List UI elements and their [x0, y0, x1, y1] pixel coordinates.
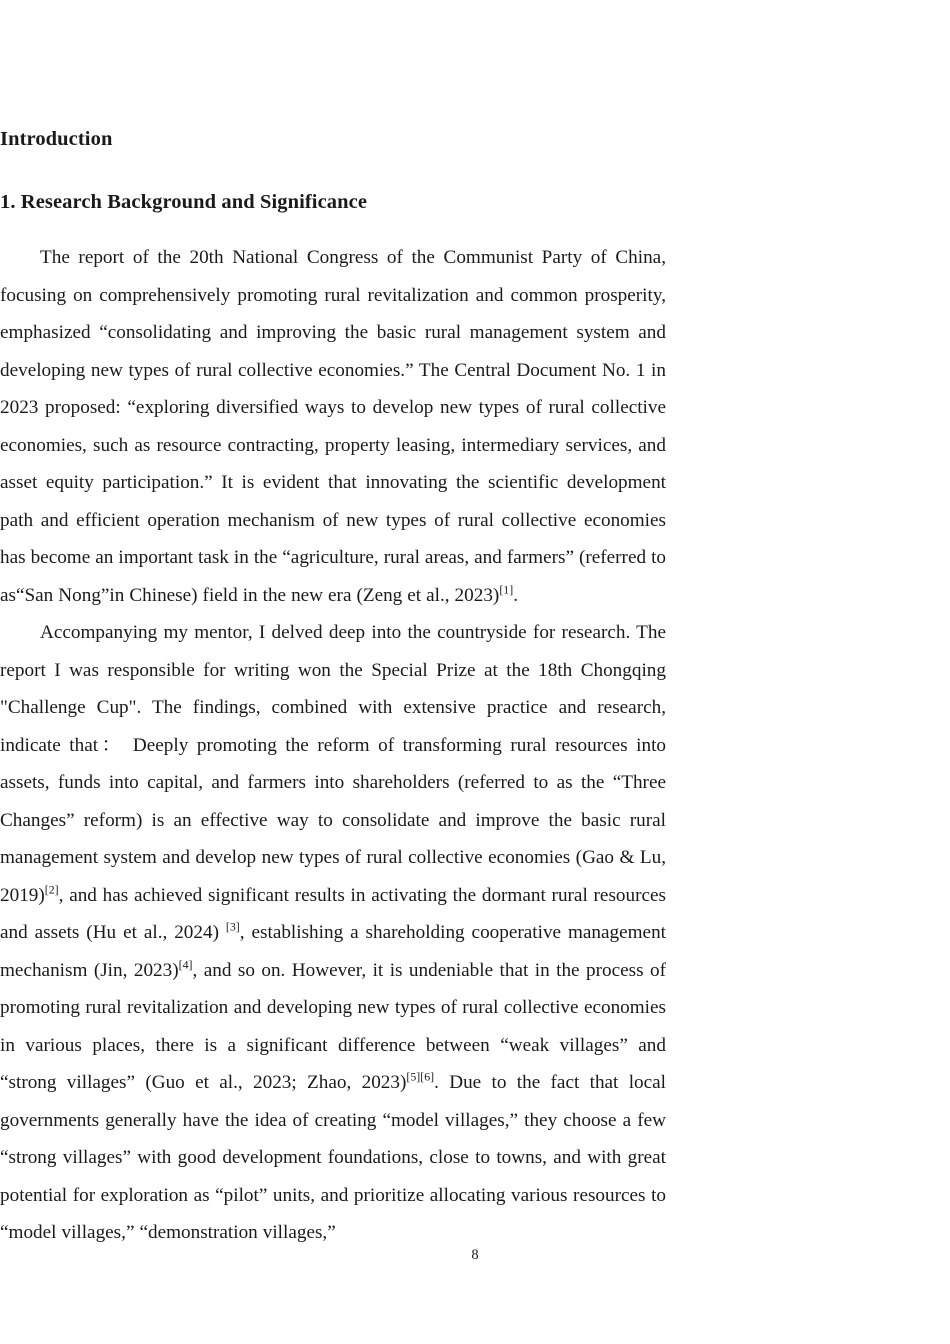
paragraph-1-text: The report of the 20th National Congress of the Communist Party of China, focusing on comprehensively promoting rural revitalization and common prosperity, emphasized “consolidating and improving the basic rural management system and developing new types of rural collective economies.” The Central Document No. 1 in 2023 proposed: “exploring diversified ways to develop new types of rural collective economies, such as resource contracting, property leasing, intermediary services, and asset equity participation.” It is evident that innovating the scientific development path and efficient operation mechanism of new types of rural collective economies has become an important task in the “agriculture, rural areas, and farmers” (referred to as“San Nong”in Chinese) field in the new era (Zeng et al., 2023): [0, 247, 666, 606]
paragraph-2-segment-4: , and so on. However, it is undeniable that in the process of promoting rural revitalization and developing new types of rural collective economies in various places, there is a significant difference between “weak villages” and “strong villages” (Guo et al., 2023; Zhao, 2023): [0, 959, 666, 1093]
citation-marker-5-6: [5][6]: [406, 1069, 435, 1084]
paragraph-2-segment-1: Accompanying my mentor, I delved deep into the countryside for research. The report I was responsible for writing won the Special Prize at the 18th Chongqing "Challenge Cup". The findings, combined with extensive practice and research, indicate that： Deeply promoting the reform of transforming rural resources into assets, funds into capital, and farmers into shareholders (referred to as the “Three Changes” reform) is an effective way to consolidate and improve the basic rural management system and develop new types of rural collective economies (Gao & Lu, 2019): [0, 622, 666, 906]
paragraph-2-segment-5: . Due to the fact that local governments generally have the idea of creating “model villages,” they choose a few “strong villages” with good development foundations, close to towns, and with great potential for exploration as “pilot” units, and prioritize allocating various resources to “model villages,” “demonstration villages,”: [0, 1072, 666, 1243]
paragraph-2: [0, 614, 666, 1252]
heading-introduction-container: [0, 129, 666, 150]
citation-marker-2: [2]: [44, 882, 59, 897]
paragraph-2-segment-3: , establishing a shareholding cooperative management mechanism (Jin, 2023): [0, 922, 666, 981]
heading-section-1: 1. Research Background and Significance: [0, 191, 368, 213]
heading-section-1-container: [0, 192, 666, 213]
paragraph-1: [0, 239, 666, 614]
citation-marker-4: [4]: [178, 957, 193, 972]
paragraph-1-text-tail: .: [513, 584, 518, 606]
heading-introduction: Introduction: [0, 128, 113, 150]
citation-marker-1: [1]: [499, 582, 514, 597]
citation-marker-3: [3]: [225, 919, 240, 934]
body-text-block: [0, 239, 666, 1252]
page-number: 8: [471, 1247, 479, 1263]
paragraph-2-segment-2: , and has achieved significant results in activating the dormant rural resources and assets (Hu et al., 2024): [0, 884, 666, 943]
